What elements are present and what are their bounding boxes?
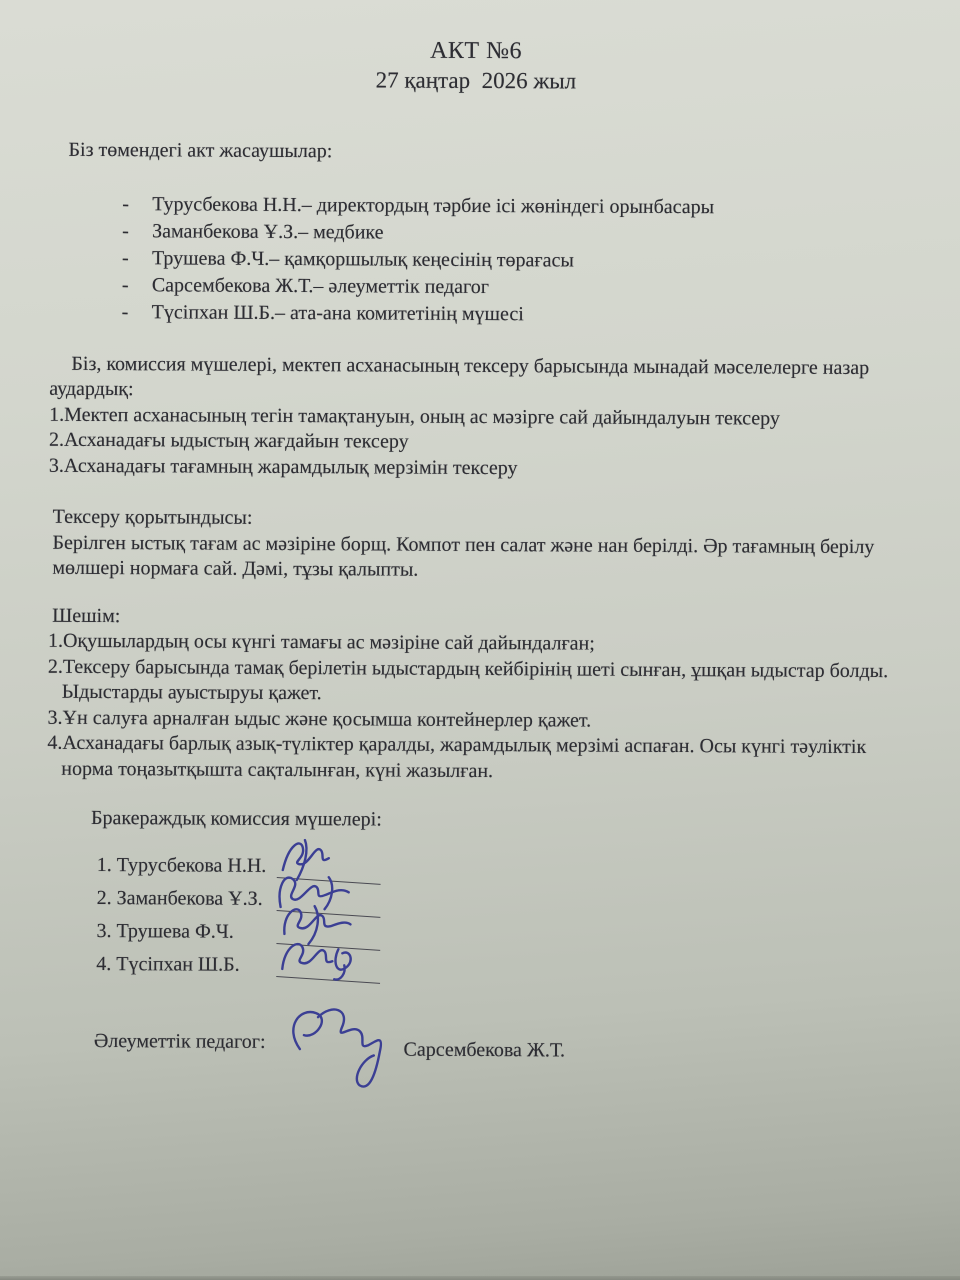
paper-bottom-edge [0,1276,960,1280]
dash-bullet: - [122,192,130,215]
document-title: АКТ №6 [430,37,523,65]
decision-item: 3.Ұн салуға арналған ыдыс және қосымша контейнерлер қажет. [47,706,592,732]
results-text: Берілген ыстық тағам ас мәзіріне борщ. Компот пен салат және нан берілді. Әр тағамның берілу мөлшері нормаға сай. Дәмі, тұзы қалыпты. [52,531,875,581]
member-text: Түсіпхан Ш.Б.– ата-ана комитетінің мүшесі [151,300,524,325]
footer-signature-slot [273,1012,401,1073]
signature-row [97,878,907,915]
dash-bullet: - [121,300,129,323]
commission-members-list [50,190,911,330]
member-text: Трушева Ф.Ч.– қамқоршылық кеңесінің төрағасы [151,246,574,271]
document-date: 27 қаңтар 2026 жыл [375,67,577,94]
check-item: 2.Асханадағы ыдыстың жағдайын тексеру [48,428,409,453]
signature-row [96,911,906,948]
footer-signer-name: Сарсембекова Ж.Т. [403,1038,566,1062]
decision-item: 4.Асханадағы барлық азық-түліктер қаралды, жарамдылық мерзімі аспаған. Осы күнгі тәуліктік норма тоңазытқышта сақталынған, күні жазылған. [47,731,867,782]
signer-name: 3. Трушева Ф.Ч. [96,919,234,943]
decision-heading: Шешім: [52,604,121,627]
footer-signature-row [94,1011,906,1075]
results-heading: Тексеру қорытындысы: [52,505,253,529]
list-item [50,298,910,330]
signature-row [97,845,907,882]
check-items-list [49,402,909,483]
footer-role-label: Әлеуметтік педагог: [93,1029,266,1053]
title-block [51,34,901,98]
commission-paragraph: Біз, комиссия мүшелері, мектеп асханасының тексеру барысында мынадай мәселелерге назар аудардық: [49,352,870,401]
member-text: Заманбекова Ұ.З.– медбике [152,219,384,243]
signatures-heading: Бракераждық комиссия мүшелері: [91,806,382,831]
decision-item: 1.Оқушылардың осы күнгі тамағы ас мәзіріне сай дайындалған; [47,629,595,655]
signer-name: 1. Турусбекова Н.Н. [96,853,267,877]
signer-name: 4. Түсіпхан Ш.Б. [96,952,240,976]
dash-bullet: - [121,246,129,269]
signer-name: 2. Заманбекова Ұ.З. [96,886,263,910]
check-item: 3.Асханадағы тағамның жарамдылық мерзімін тексеру [48,454,518,479]
signature-scribble-icon [273,996,406,1093]
member-text: Сарсембекова Ж.Т.– әлеуметтік педагог [151,273,490,298]
signature-scribble-icon [274,934,370,983]
dash-bullet: - [122,219,129,242]
decisions-list [47,629,908,787]
dash-bullet: - [121,273,129,296]
intro-line: Біз төмендегі акт жасаушылар: [68,138,333,163]
check-item: 1.Мектеп асханасының тегін тамақтануын, оның ас мәзірге сай дайындалуын тексеру [49,403,780,430]
decision-item: 2.Тексеру барысында тамақ берілетін ыдыстардың кейбірінің шеті сынған, ұшқан ыдыстар болды. Ыдыстарды ауыстыруы қажет. [47,655,889,705]
signature-rows [96,845,907,981]
signature-slot [274,945,392,979]
signature-row [96,944,906,981]
member-text: Турусбекова Н.Н.– директордың тәрбие ісі жөніндегі орынбасары [152,192,715,218]
